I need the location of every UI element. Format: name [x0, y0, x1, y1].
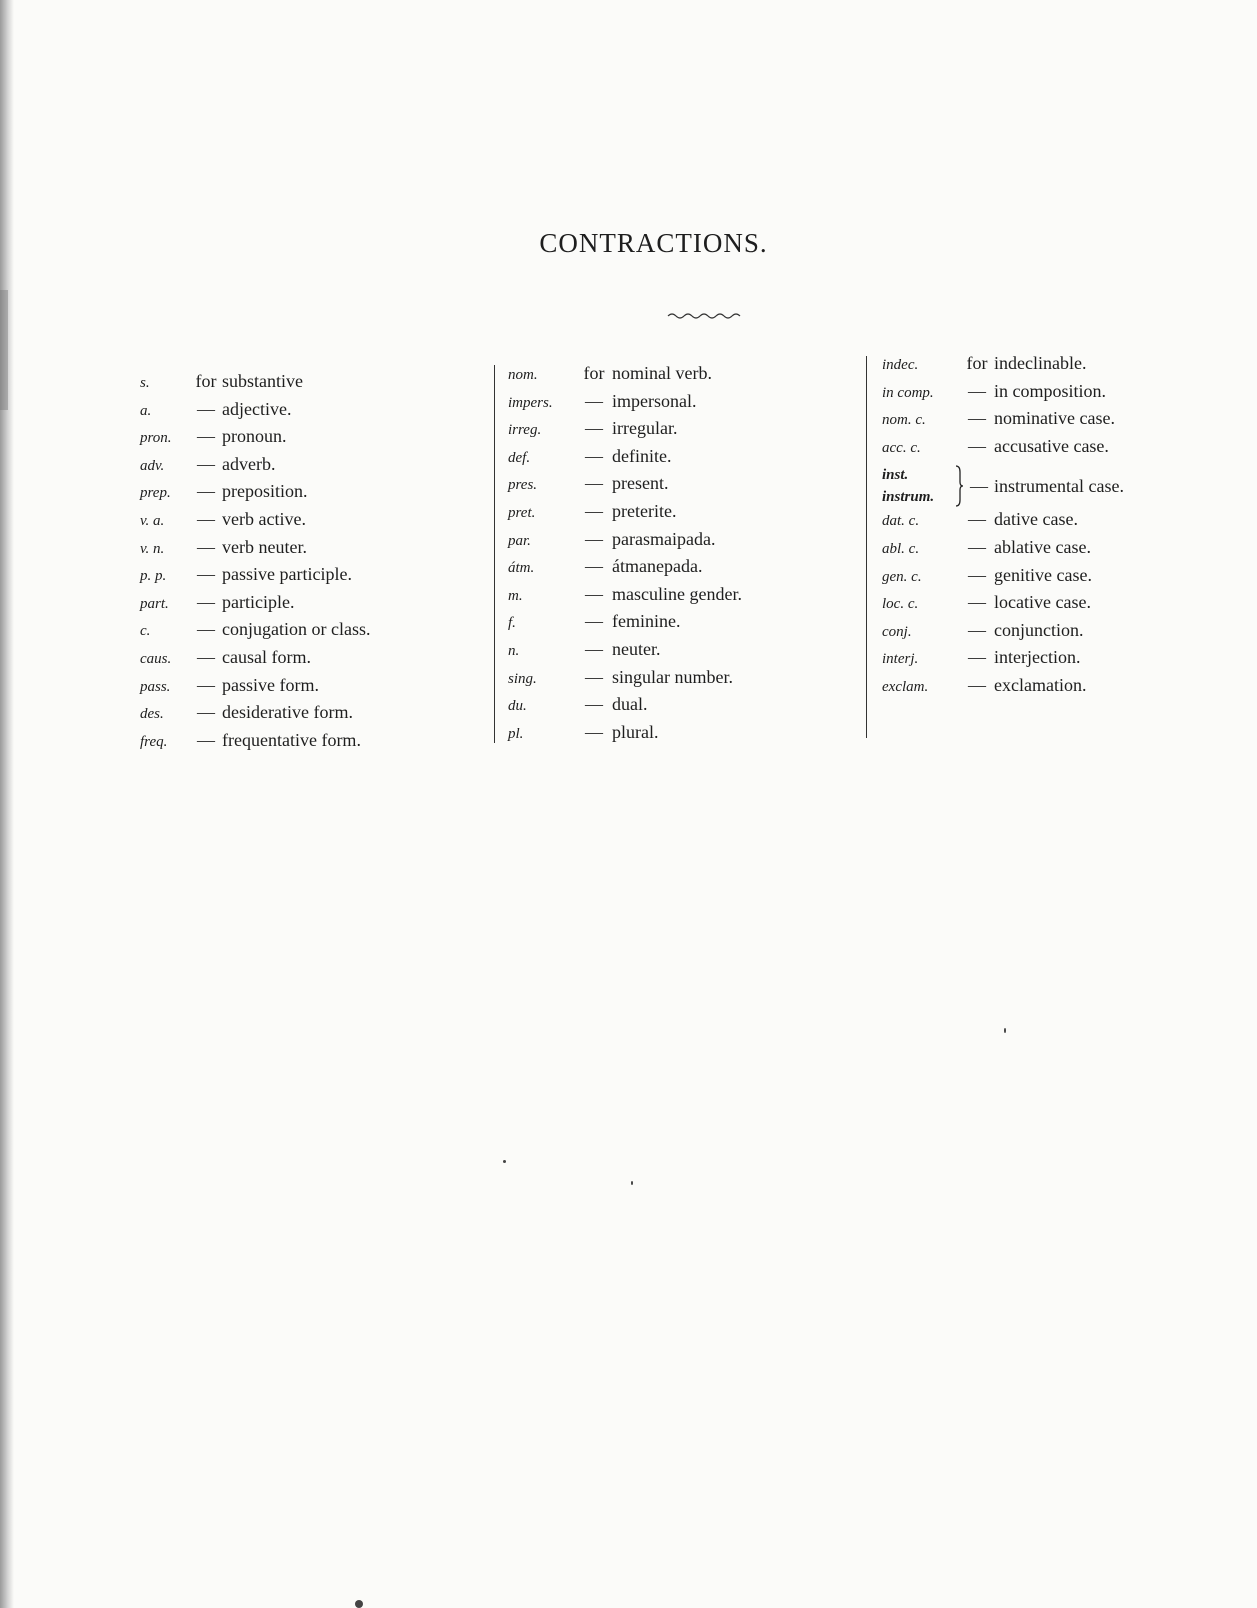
abbreviation: pret.: [508, 504, 536, 521]
abbreviation: prep.: [140, 485, 171, 502]
expansion: instrumental case.: [994, 475, 1124, 496]
dash-separator: —: [585, 390, 603, 411]
contraction-entry: [140, 481, 370, 509]
dash-separator: —: [197, 564, 215, 585]
expansion: irregular.: [612, 418, 678, 439]
abbreviation: impers.: [508, 394, 553, 411]
dash-separator: —: [968, 592, 986, 613]
dash-separator: —: [585, 721, 603, 742]
dash-separator: —: [197, 453, 215, 474]
expansion: adjective.: [222, 398, 292, 419]
contraction-entry: [508, 363, 742, 391]
expansion: in composition.: [994, 380, 1106, 401]
expansion: neuter.: [612, 638, 661, 659]
dash-separator: —: [968, 435, 986, 456]
expansion: exclamation.: [994, 674, 1087, 695]
abbreviation: gen. c.: [882, 568, 922, 585]
abbreviation: pl.: [508, 725, 524, 742]
braced-entry: [882, 463, 1124, 509]
paper-speck: [1004, 1028, 1006, 1033]
expansion: dual.: [612, 694, 648, 715]
contraction-entry: [140, 647, 370, 675]
contraction-entry: [882, 381, 1124, 409]
abbreviation: exclam.: [882, 678, 929, 695]
abbreviation: part.: [140, 595, 169, 612]
contraction-entry: [140, 537, 370, 565]
contraction-entry: [882, 537, 1124, 565]
page-title: CONTRACTIONS.: [539, 228, 768, 258]
contraction-entry: [140, 675, 370, 703]
dash-separator: —: [197, 646, 215, 667]
abbreviation: du.: [508, 698, 527, 715]
for-word: for: [195, 371, 217, 391]
expansion: singular number.: [612, 666, 733, 687]
abbreviation: v. a.: [140, 512, 165, 529]
abbreviation: nom. c.: [882, 412, 926, 429]
expansion: átmanepada.: [612, 556, 703, 577]
contraction-entry: [140, 509, 370, 537]
expansion: feminine.: [612, 611, 681, 632]
dash-separator: —: [197, 674, 215, 695]
title-ornament: [666, 310, 746, 320]
expansion: adverb.: [222, 453, 276, 474]
expansion: pronoun.: [222, 426, 287, 447]
paper-speck: [355, 1600, 363, 1608]
expansion: dative case.: [994, 509, 1078, 530]
contractions-column-3: [882, 353, 1124, 703]
abbreviation: n.: [508, 642, 520, 659]
expansion: accusative case.: [994, 435, 1109, 456]
paper-speck: [503, 1160, 506, 1163]
expansion: locative case.: [994, 592, 1091, 613]
dash-separator: —: [585, 445, 603, 466]
contraction-entry: [508, 418, 742, 446]
dash-separator: —: [197, 398, 215, 419]
contraction-entry: [140, 702, 370, 730]
expansion: substantive: [222, 371, 303, 391]
expansion: parasmaipada.: [612, 528, 716, 549]
expansion: present.: [612, 473, 669, 494]
abbreviation: pron.: [140, 430, 172, 447]
abbreviation: inst.: [882, 467, 909, 484]
abbreviation: nom.: [508, 367, 538, 383]
contraction-entry: [140, 399, 370, 427]
abbreviation: loc. c.: [882, 596, 919, 613]
contraction-entry: [882, 647, 1124, 675]
abbreviation: par.: [508, 532, 531, 549]
dash-separator: —: [585, 583, 603, 604]
expansion: preposition.: [222, 481, 308, 502]
abbreviation: conj.: [882, 623, 912, 640]
dash-separator: —: [585, 418, 603, 439]
contraction-entry: [508, 722, 742, 750]
expansion: interjection.: [994, 647, 1081, 668]
abbreviation: def.: [508, 449, 531, 466]
abbreviation: in comp.: [882, 384, 934, 401]
dash-separator: —: [585, 528, 603, 549]
dash-separator: —: [585, 556, 603, 577]
dash-separator: —: [585, 666, 603, 687]
contractions-column-1: [140, 371, 370, 757]
contraction-entry: [882, 565, 1124, 593]
dash-separator: —: [968, 536, 986, 557]
abbreviation: v. n.: [140, 540, 165, 557]
expansion: frequentative form.: [222, 729, 361, 750]
expansion: causal form.: [222, 646, 311, 667]
abbreviation: acc. c.: [882, 439, 921, 456]
for-word: for: [966, 353, 988, 373]
abbreviation: caus.: [140, 650, 172, 667]
dash-separator: —: [197, 702, 215, 723]
contraction-entry: [140, 730, 370, 758]
abbreviation: adv.: [140, 457, 165, 474]
expansion: definite.: [612, 445, 672, 466]
expansion: passive form.: [222, 674, 319, 695]
expansion: participle.: [222, 591, 295, 612]
contraction-entry: [508, 556, 742, 584]
contraction-entry: [140, 426, 370, 454]
for-word: for: [583, 363, 605, 383]
expansion: preterite.: [612, 500, 677, 521]
abbreviation: c.: [140, 623, 151, 640]
contraction-entry: [882, 592, 1124, 620]
abbreviation: sing.: [508, 670, 537, 687]
expansion: nominative case.: [994, 408, 1115, 429]
column-divider-1: [494, 365, 495, 743]
dash-separator: —: [968, 619, 986, 640]
binding-mark: [0, 290, 8, 410]
contraction-entry: [508, 391, 742, 419]
dash-separator: —: [968, 408, 986, 429]
dash-separator: —: [585, 638, 603, 659]
contraction-entry: [508, 529, 742, 557]
expansion: impersonal.: [612, 390, 697, 411]
expansion: ablative case.: [994, 536, 1091, 557]
dash-separator: —: [968, 564, 986, 585]
expansion: plural.: [612, 721, 659, 742]
dash-separator: —: [197, 481, 215, 502]
contraction-entry: [140, 592, 370, 620]
dash-separator: —: [197, 508, 215, 529]
abbreviation: pres.: [508, 477, 538, 494]
abbreviation: a.: [140, 402, 152, 419]
dash-separator: —: [585, 694, 603, 715]
dash-separator: —: [970, 475, 988, 496]
abbreviation: m.: [508, 587, 523, 604]
abbreviation: indec.: [882, 357, 919, 373]
contraction-entry: [882, 436, 1124, 464]
brace-icon: [954, 464, 964, 508]
dash-separator: —: [968, 380, 986, 401]
contraction-entry: [508, 446, 742, 474]
dash-separator: —: [585, 611, 603, 632]
contraction-entry: [508, 639, 742, 667]
contractions-column-2: [508, 363, 742, 749]
expansion: masculine gender.: [612, 583, 742, 604]
abbreviation: dat. c.: [882, 513, 920, 530]
contraction-entry: [140, 564, 370, 592]
abbreviation: irreg.: [508, 422, 542, 439]
dash-separator: —: [585, 500, 603, 521]
abbreviation: pass.: [140, 678, 171, 695]
abbreviation: f.: [508, 615, 516, 632]
contraction-entry: [508, 667, 742, 695]
dash-separator: —: [968, 674, 986, 695]
expansion: nominal verb.: [612, 363, 712, 383]
dash-separator: —: [197, 591, 215, 612]
abbreviation: p. p.: [140, 568, 167, 585]
dash-separator: —: [197, 729, 215, 750]
abbreviation: abl. c.: [882, 540, 920, 557]
contraction-entry: [508, 473, 742, 501]
expansion: conjugation or class.: [222, 619, 371, 640]
abbreviation: des.: [140, 706, 164, 723]
dash-separator: —: [585, 473, 603, 494]
expansion: indeclinable.: [994, 353, 1087, 373]
abbreviation: freq.: [140, 733, 168, 750]
expansion: genitive case.: [994, 564, 1092, 585]
contraction-entry: [882, 620, 1124, 648]
braced-abbreviations: [882, 464, 954, 508]
expansion: conjunction.: [994, 619, 1084, 640]
abbreviation: interj.: [882, 651, 919, 668]
dash-separator: —: [968, 509, 986, 530]
abbreviation: s.: [140, 375, 150, 391]
paper-speck: [631, 1181, 633, 1185]
contraction-entry: [140, 371, 370, 399]
expansion: passive participle.: [222, 564, 352, 585]
dash-separator: —: [197, 426, 215, 447]
dash-separator: —: [197, 536, 215, 557]
contraction-entry: [882, 353, 1124, 381]
contraction-entry: [508, 584, 742, 612]
contraction-entry: [508, 694, 742, 722]
abbreviation: átm.: [508, 560, 535, 577]
expansion: desiderative form.: [222, 702, 353, 723]
contraction-entry: [882, 675, 1124, 703]
contraction-entry: [882, 509, 1124, 537]
contraction-entry: [508, 611, 742, 639]
expansion: verb active.: [222, 508, 306, 529]
abbreviation: instrum.: [882, 489, 935, 506]
contraction-entry: [140, 619, 370, 647]
dash-separator: —: [968, 647, 986, 668]
contraction-entry: [508, 501, 742, 529]
expansion: verb neuter.: [222, 536, 307, 557]
contraction-entry: [882, 408, 1124, 436]
dash-separator: —: [197, 619, 215, 640]
contraction-entry: [140, 454, 370, 482]
column-divider-2: [866, 356, 867, 738]
